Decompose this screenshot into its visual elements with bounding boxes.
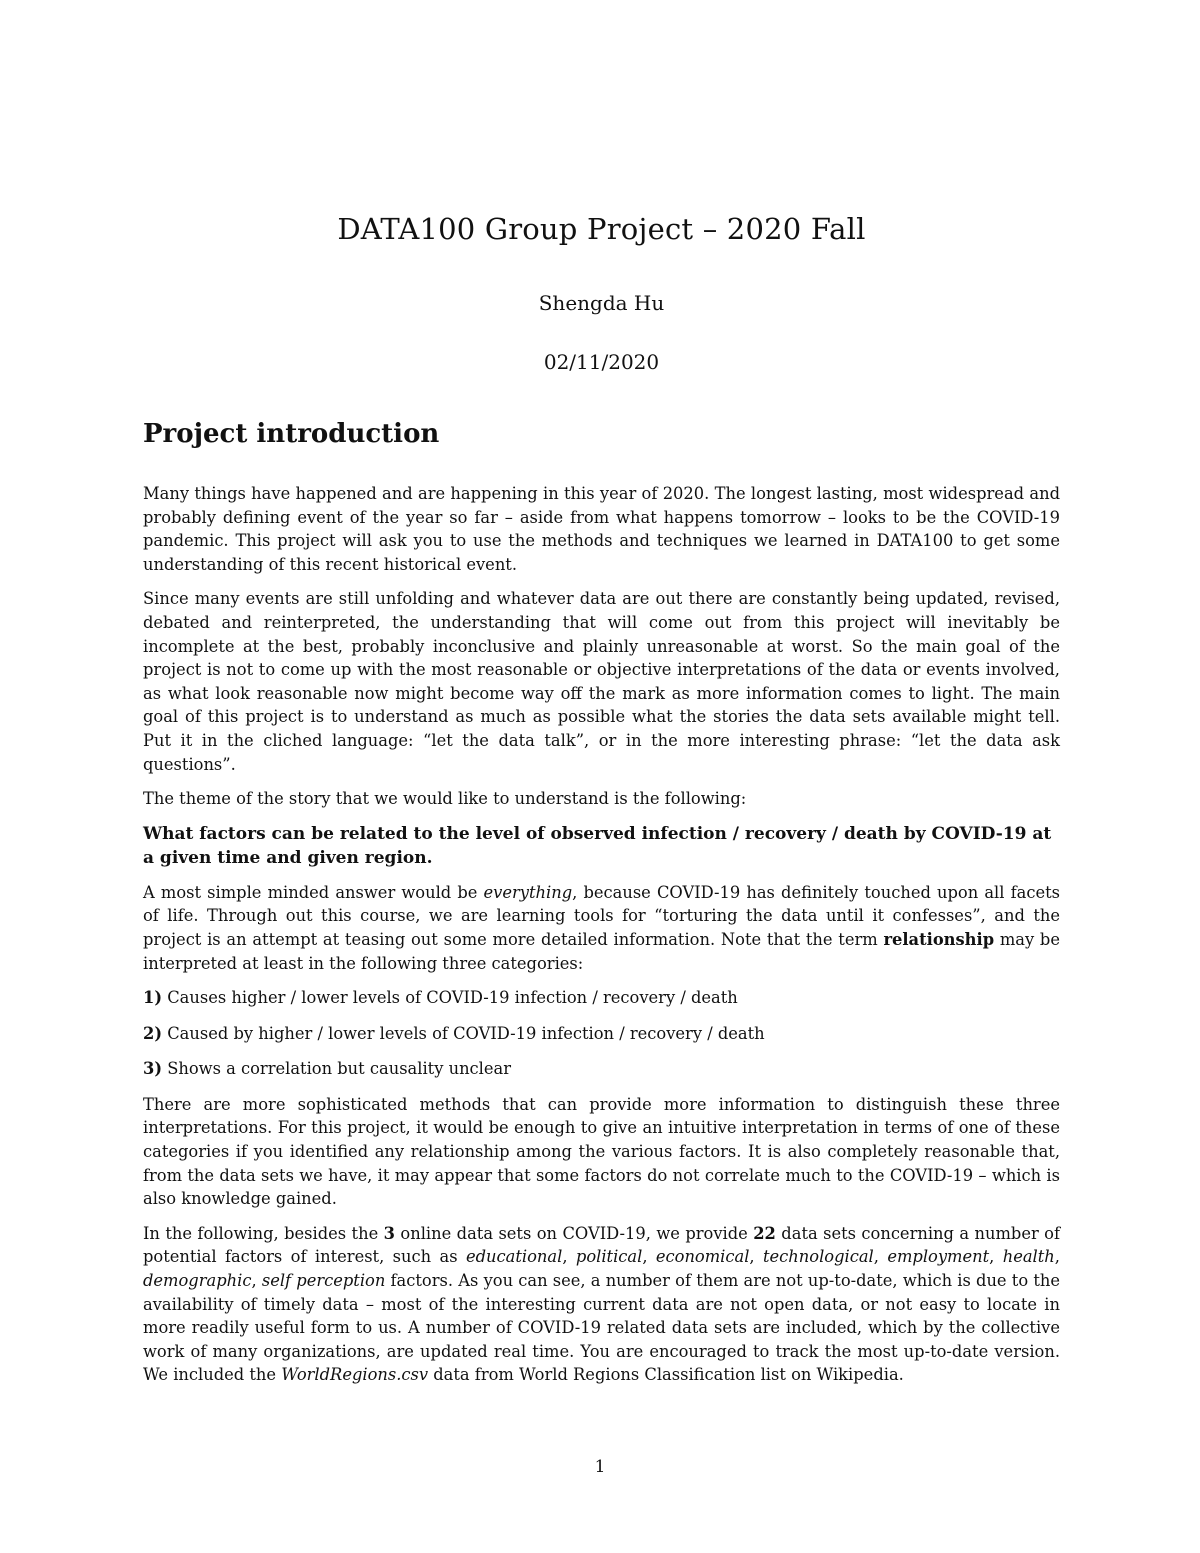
page-number: 1 <box>594 1457 606 1477</box>
text-run: In the following, besides the <box>143 1223 384 1243</box>
emphasis-factor: health <box>1002 1247 1055 1267</box>
research-question: What factors can be related to the level of observed infection / recovery / death by COVID-19 at a given time and given region. <box>143 823 1052 868</box>
document-title: DATA100 Group Project – 2020 Fall <box>337 212 866 246</box>
text-run: A most simple minded answer would be <box>143 882 484 902</box>
paragraph-interpretations: There are more sophisticated methods that can provide more information to distinguish these three interpretations. For this project, it would be enough to give an intuitive interpretation in terms of one of these categories if you identified any relationship among the various factors. It is also completely reasonable that, from the data sets we have, it may appear that some factors do not correlate much to the COVID-19 – which is also knowledge gained. <box>143 1094 1060 1209</box>
text-run: online data sets on COVID-19, we provide <box>394 1223 754 1243</box>
text-run: factors. As you can see, a number of them are not up-to-date, which is due to the availability of timely data – most of the interesting current data are not open data, or not easy to locate in more readily useful form to us. A number of COVID-19 related data sets are included, which by the collective work of many organizations, are updated real time. You are encouraged to track the most up-to-date version. We included the <box>143 1271 1060 1385</box>
paragraph-intro: Many things have happened and are happening in this year of 2020. The longest lasting, most widespread and probably defining event of the year so far – aside from what happens tomorrow – looks to be the COVID-19 pandemic. This project will ask you to use the methods and techniques we learned in DATA100 to get some understanding of this recent historical event. <box>143 484 1060 574</box>
emphasis-everything: everything <box>483 882 573 902</box>
emphasis-filename: WorldRegions.csv <box>281 1365 429 1385</box>
document-date: 02/11/2020 <box>543 350 660 374</box>
text-run: , <box>989 1247 1003 1267</box>
paragraph-theme: The theme of the story that we would like to understand is the following: <box>143 789 747 809</box>
emphasis-factor: economical <box>655 1247 750 1267</box>
text-run: , <box>251 1271 262 1291</box>
emphasis-factor: demographic <box>143 1271 252 1291</box>
emphasis-factor: educational <box>465 1247 563 1267</box>
text-run: , <box>642 1247 656 1267</box>
category-text: Shows a correlation but causality unclear <box>162 1059 512 1079</box>
category-item <box>143 1022 1060 1046</box>
text-run: may be interpreted at least in the following three categories: <box>143 929 1060 973</box>
category-number: 1) <box>143 988 163 1008</box>
category-item <box>143 986 1060 1010</box>
strong-relationship: relationship <box>883 929 995 949</box>
category-item <box>143 1057 1060 1081</box>
text-run: , <box>749 1247 763 1267</box>
paragraph-datasets <box>143 1222 1060 1387</box>
text-run: data sets concerning a number of potential factors of interest, such as <box>143 1223 1060 1267</box>
section-body <box>143 482 1060 1398</box>
emphasis-factor: employment <box>887 1247 990 1267</box>
category-text: Caused by higher / lower levels of COVID-19 infection / recovery / death <box>162 1023 765 1043</box>
paragraph-relationship <box>143 881 1060 975</box>
text-run: , <box>1054 1247 1060 1267</box>
emphasis-factor: technological <box>763 1247 874 1267</box>
paragraph-goals: Since many events are still unfolding and whatever data are out there are constantly being updated, revised, debated and reinterpreted, the understanding that will come out from this project will inevitably be incomplete at the best, probably inconclusive and plainly unreasonable at worst. So the main goal of the project is not to come up with the most reasonable or objective interpretations of the data or events involved, as what look reasonable now might become way off the mark as more information comes to light. The main goal of this project is to understand as much as possible what the stories the data sets available might tell. Put it in the cliched language: “let the data talk”, or in the more interesting phrase: “let the data ask questions”. <box>143 589 1060 774</box>
section-heading: Project introduction <box>143 419 440 449</box>
text-run: , <box>873 1247 888 1267</box>
text-run: data from World Regions Classification list on Wikipedia. <box>428 1365 904 1385</box>
emphasis-factor: self perception <box>261 1271 386 1291</box>
category-text: Causes higher / lower levels of COVID-19 infection / recovery / death <box>162 988 738 1008</box>
category-number: 2) <box>143 1023 163 1043</box>
emphasis-factor: political <box>575 1247 643 1267</box>
text-run: , because COVID-19 has definitely touched upon all facets of life. Through out this course, we are learning tools for “torturing the data until it confesses”, and the project is an attempt at teasing out some more detailed information. Note that the term <box>143 882 1060 949</box>
text-run: , <box>562 1247 576 1267</box>
category-number: 3) <box>143 1059 163 1079</box>
strong-count-covid-sets: 3 <box>383 1223 395 1243</box>
document-author: Shengda Hu <box>538 291 665 315</box>
strong-count-factor-sets: 22 <box>753 1223 776 1243</box>
